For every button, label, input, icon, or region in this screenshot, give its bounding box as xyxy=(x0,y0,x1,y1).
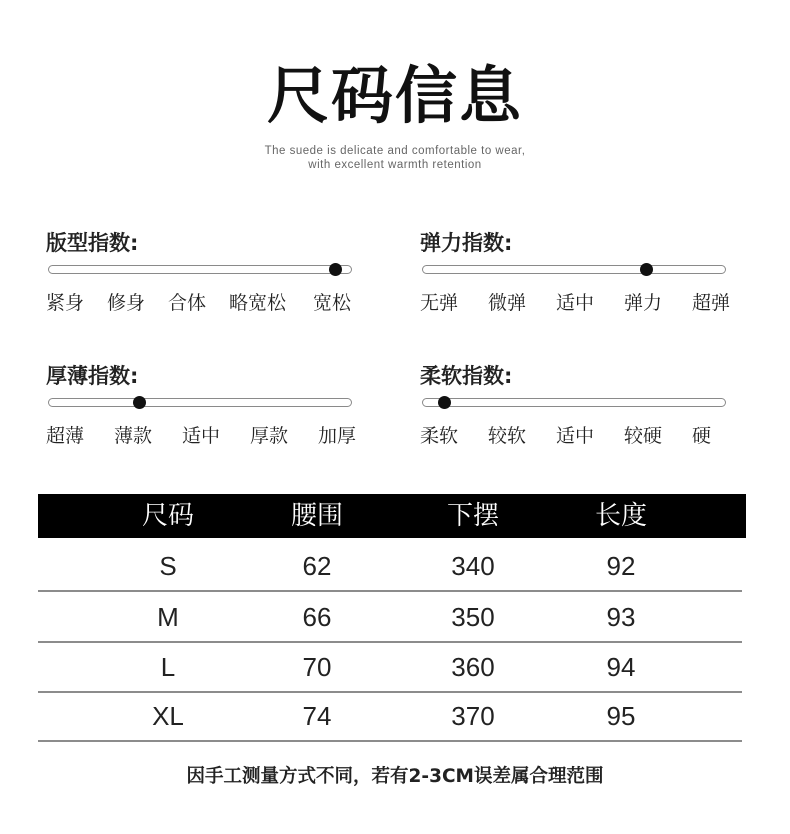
thickness-option: 加厚 xyxy=(318,425,357,447)
softness-option: 硬 xyxy=(692,425,712,447)
fit-option: 略宽松 xyxy=(229,292,287,314)
table-cell: XL xyxy=(152,701,184,731)
fit-index-marker xyxy=(329,263,342,276)
table-row xyxy=(38,542,742,592)
table-row xyxy=(38,643,742,693)
size-table-header xyxy=(38,494,746,538)
thickness-index-track xyxy=(48,398,352,407)
table-cell: 370 xyxy=(451,701,495,731)
column-header-length: 长度 xyxy=(594,501,647,531)
softness-index-options xyxy=(420,421,732,449)
table-cell: M xyxy=(157,602,179,632)
thickness-index-options xyxy=(46,421,358,449)
elasticity-option: 无弹 xyxy=(420,292,459,314)
softness-index-marker xyxy=(438,396,451,409)
elasticity-option: 超弹 xyxy=(692,292,731,314)
softness-index-track xyxy=(422,398,726,407)
subtitle-line-1: The suede is delicate and comfortable to wear, xyxy=(264,145,526,157)
softness-option: 适中 xyxy=(556,425,595,447)
row-divider xyxy=(38,590,742,592)
table-cell: 340 xyxy=(451,551,495,581)
table-cell: 360 xyxy=(451,652,495,682)
elasticity-index-marker xyxy=(640,263,653,276)
column-header-waist: 腰围 xyxy=(290,501,343,531)
fit-option: 宽松 xyxy=(313,292,352,314)
thickness-option: 适中 xyxy=(182,425,221,447)
table-row xyxy=(38,692,742,742)
table-cell: 92 xyxy=(606,551,636,581)
fit-index-track xyxy=(48,265,352,274)
table-row xyxy=(38,593,742,643)
table-cell: 94 xyxy=(606,652,636,682)
table-cell: 66 xyxy=(302,602,332,632)
row-divider xyxy=(38,740,742,742)
fit-index-options xyxy=(46,288,358,316)
elasticity-index-options xyxy=(420,288,732,316)
table-cell: 93 xyxy=(606,602,636,632)
thickness-option: 厚款 xyxy=(250,425,289,447)
elasticity-index xyxy=(420,227,740,327)
fit-index xyxy=(46,227,366,327)
elasticity-option: 微弹 xyxy=(488,292,527,314)
thickness-option: 薄款 xyxy=(114,425,153,447)
softness-index-label: 柔软指数: xyxy=(420,364,513,388)
fit-option: 合体 xyxy=(168,292,207,314)
thickness-option: 超薄 xyxy=(46,425,85,447)
table-cell: 62 xyxy=(302,551,332,581)
table-cell: 70 xyxy=(302,652,332,682)
softness-option: 较硬 xyxy=(624,425,663,447)
elasticity-index-label: 弹力指数: xyxy=(420,231,513,255)
subtitle-line-2: with excellent warmth retention xyxy=(308,159,482,171)
measurement-note: 因手工测量方式不同，若有2-3CM误差属合理范围 xyxy=(186,766,604,787)
column-header-hem: 下摆 xyxy=(446,501,499,531)
softness-index xyxy=(420,360,740,460)
softness-option: 较软 xyxy=(488,425,527,447)
table-cell: 74 xyxy=(302,701,332,731)
fit-index-label: 版型指数: xyxy=(46,231,139,255)
table-cell: S xyxy=(159,551,177,581)
thickness-index xyxy=(46,360,366,460)
thickness-index-marker xyxy=(133,396,146,409)
softness-option: 柔软 xyxy=(420,425,459,447)
fit-option: 修身 xyxy=(107,292,146,314)
table-cell: 350 xyxy=(451,602,495,632)
elasticity-option: 弹力 xyxy=(624,292,663,314)
elasticity-option: 适中 xyxy=(556,292,595,314)
page-title: 尺码信息 xyxy=(266,59,523,132)
table-cell: L xyxy=(160,652,176,682)
fit-option: 紧身 xyxy=(46,292,85,314)
table-cell: 95 xyxy=(606,701,636,731)
thickness-index-label: 厚薄指数: xyxy=(46,364,139,388)
elasticity-index-track xyxy=(422,265,726,274)
column-header-size: 尺码 xyxy=(141,501,194,531)
